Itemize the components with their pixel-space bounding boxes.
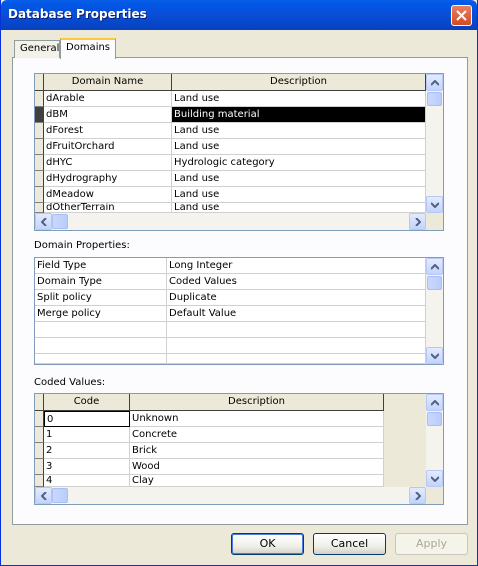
property-value-cell[interactable]: Duplicate [167, 290, 426, 306]
properties-vertical-scrollbar[interactable] [426, 258, 443, 364]
row-header[interactable] [35, 427, 44, 443]
code-cell[interactable]: 2 [44, 443, 130, 459]
domain-description-cell[interactable]: Hydrologic category [172, 155, 426, 171]
chevron-up-icon [431, 264, 439, 270]
chevron-down-icon [431, 476, 439, 482]
domain-name-cell[interactable]: dMeadow [44, 187, 172, 203]
domain-description-cell[interactable]: Land use [172, 203, 426, 213]
scroll-thumb[interactable] [427, 92, 442, 106]
property-name-cell [35, 322, 167, 338]
table-corner [35, 74, 44, 91]
property-name-cell: Merge policy [35, 306, 167, 322]
chevron-up-icon [431, 80, 439, 86]
chevron-down-icon [431, 202, 439, 208]
scroll-thumb[interactable] [427, 276, 442, 290]
table-corner [35, 394, 44, 411]
scrollbar-corner [426, 487, 443, 504]
scroll-thumb[interactable] [52, 488, 68, 503]
domain-name-cell[interactable]: dHydrography [44, 171, 172, 187]
property-name-cell: Split policy [35, 290, 167, 306]
domains-table [34, 73, 444, 231]
scroll-down-button[interactable] [426, 196, 443, 213]
row-header[interactable] [35, 203, 44, 213]
chevron-right-icon [415, 492, 421, 500]
code-description-cell[interactable]: Clay [130, 475, 384, 487]
apply-button[interactable]: Apply [395, 533, 468, 555]
row-header[interactable] [35, 123, 44, 139]
scrollbar-corner [426, 213, 443, 230]
code-description-cell[interactable]: Concrete [130, 427, 384, 443]
code-description-cell[interactable]: Wood [130, 459, 384, 475]
property-value-cell[interactable] [167, 322, 426, 338]
code-description-cell[interactable]: Unknown [130, 411, 384, 427]
code-description-cell[interactable]: Brick [130, 443, 384, 459]
property-name-cell [35, 338, 167, 354]
coded-values-vertical-scrollbar[interactable] [426, 394, 443, 487]
property-value-cell[interactable] [167, 354, 426, 364]
column-header-description[interactable]: Description [130, 394, 384, 411]
row-header-selected[interactable] [35, 107, 44, 123]
scroll-down-button[interactable] [426, 470, 443, 487]
domain-properties-table [34, 257, 444, 365]
chevron-down-icon [431, 353, 439, 359]
coded-values-label: Coded Values: [34, 377, 106, 388]
property-value-cell[interactable]: Long Integer [167, 258, 426, 274]
code-cell[interactable]: 1 [44, 427, 130, 443]
chevron-left-icon [41, 492, 47, 500]
domain-description-cell[interactable]: Land use [172, 171, 426, 187]
coded-values-table [34, 393, 444, 505]
row-header[interactable] [35, 459, 44, 475]
domain-description-cell[interactable]: Land use [172, 139, 426, 155]
row-header[interactable] [35, 91, 44, 107]
column-header-code[interactable]: Code [44, 394, 130, 411]
column-header-domain-name[interactable]: Domain Name [44, 74, 172, 91]
property-name-cell [35, 354, 167, 364]
row-header[interactable] [35, 155, 44, 171]
domain-description-cell[interactable]: Land use [172, 91, 426, 107]
domain-description-cell[interactable]: Land use [172, 187, 426, 203]
domain-name-cell[interactable]: dHYC [44, 155, 172, 171]
scroll-up-button[interactable] [426, 258, 443, 275]
window-title: Database Properties [8, 7, 147, 21]
row-header[interactable] [35, 187, 44, 203]
domain-description-cell-selected[interactable]: Building material [172, 107, 426, 123]
row-header[interactable] [35, 443, 44, 459]
domain-name-cell[interactable]: dBM [44, 107, 172, 123]
property-value-cell[interactable]: Default Value [167, 306, 426, 322]
domain-name-cell[interactable]: dFruitOrchard [44, 139, 172, 155]
row-header[interactable] [35, 411, 44, 427]
row-header[interactable] [35, 475, 44, 487]
scroll-thumb[interactable] [427, 412, 442, 426]
scroll-right-button[interactable] [409, 213, 426, 230]
close-icon [456, 10, 467, 21]
domain-name-cell[interactable]: dArable [44, 91, 172, 107]
scroll-down-button[interactable] [426, 347, 443, 364]
coded-values-horizontal-scrollbar[interactable] [35, 487, 426, 504]
tab-domains[interactable]: Domains [60, 38, 116, 59]
code-cell-editing[interactable]: 0 [44, 411, 130, 427]
scroll-up-button[interactable] [426, 74, 443, 91]
cancel-button[interactable]: Cancel [313, 533, 386, 555]
close-button[interactable] [451, 5, 472, 26]
chevron-right-icon [415, 218, 421, 226]
tab-general[interactable]: General [14, 40, 60, 58]
property-name-cell: Field Type [35, 258, 167, 274]
title-bar[interactable] [1, 0, 477, 30]
scroll-left-button[interactable] [35, 213, 52, 230]
domains-horizontal-scrollbar[interactable] [35, 213, 426, 230]
domain-name-cell[interactable]: dOtherTerrain [44, 203, 172, 213]
domain-description-cell[interactable]: Land use [172, 123, 426, 139]
property-name-cell: Domain Type [35, 274, 167, 290]
domain-name-cell[interactable]: dForest [44, 123, 172, 139]
code-cell[interactable]: 4 [44, 475, 130, 487]
ok-button[interactable]: OK [231, 533, 304, 555]
column-header-description[interactable]: Description [172, 74, 426, 91]
property-value-cell[interactable]: Coded Values [167, 274, 426, 290]
property-value-cell[interactable] [167, 338, 426, 354]
scroll-right-button[interactable] [409, 487, 426, 504]
domain-properties-label: Domain Properties: [34, 240, 130, 251]
code-cell[interactable]: 3 [44, 459, 130, 475]
scroll-up-button[interactable] [426, 394, 443, 411]
domains-vertical-scrollbar[interactable] [426, 74, 443, 213]
row-header[interactable] [35, 171, 44, 187]
row-header[interactable] [35, 139, 44, 155]
chevron-up-icon [431, 400, 439, 406]
scroll-left-button[interactable] [35, 487, 52, 504]
scroll-thumb[interactable] [52, 214, 68, 229]
chevron-left-icon [41, 218, 47, 226]
